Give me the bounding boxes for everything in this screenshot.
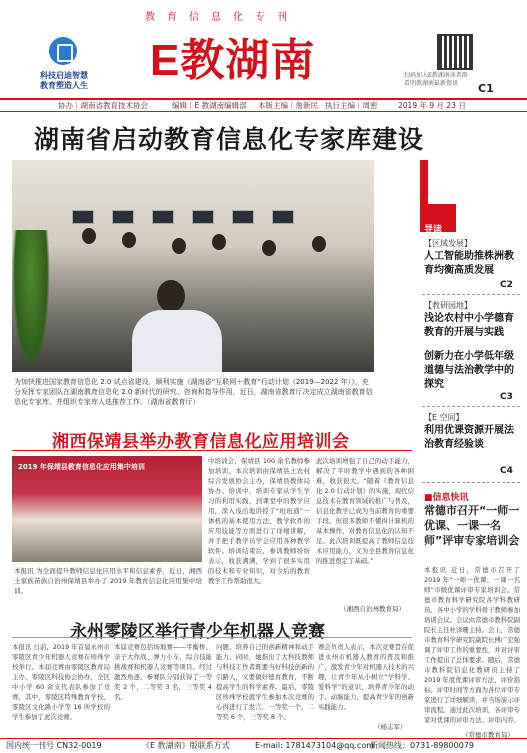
plant-icon: [12, 230, 50, 370]
tagline: 教育信息化专刊: [145, 12, 299, 23]
story2-col: 中培训会，保靖县 100 余名教师参加培训。本次培训由保靖县土农村综合发展协会主办，保靖县教体局协办。培训中，培训专家从学生学习的利用实践，到课堂中的教学应用，深入浅出地讲授了“班班通”一体机的基本使用方法、教学软件的应用技能等方面进行了详细讲解，并手把手教学员学会应用各种教学软件。培训结束后，参训教师纷纷表示，收获满满，学到了很多实用的技术和专业知识，对今后的教育教学工作帮助很大。: [208, 457, 310, 585]
footer-cn: 国内统一刊号 CN32-0019: [6, 741, 102, 750]
qr-note-line1: 扫码加入E教湖南读者群: [404, 72, 468, 79]
story3-credit: （杨志军）: [374, 723, 407, 731]
sidebar-tag: 【E 空间】: [424, 413, 464, 422]
publisher-logo-icon: [49, 37, 77, 65]
slogan-line1: 科技启迪智慧: [40, 71, 88, 80]
sidebar-page: C4: [500, 466, 513, 476]
lead-caption-credit: （湖南省教育厅）: [147, 398, 200, 406]
sidebar-tag: 【教研园地】: [424, 301, 472, 310]
story2-credit: （湘西自治州教育局）: [340, 605, 405, 613]
brief-credit: （常德市教育局）: [462, 731, 514, 739]
sidebar-page: C2: [500, 280, 513, 290]
story2-caption: 本报讯 为全面提升教师信息化应用水平和信息素养，近日，湘西土家族苗族自治州保靖县举办了 2019 年教育信息化应用集中培训。: [14, 567, 202, 595]
issue-date: 2019 年 9 月 23 日: [398, 101, 466, 110]
footer: [0, 738, 527, 753]
lead-photo-caption: 为加快推进国家教育信息化 2.0 试点省建设，顺利实施《湖南省“互联网＋教育”行动计划（2019—2022 年）》，充分发挥专家团队在湖南教育信息化 2.0 新时代的研究、咨询和指导作用，近日，湖南省教育厅决定成立湖南省教育信息化专家库，并组织专家库人选推荐工作。（湖南省教育厅）: [14, 378, 373, 406]
sidebar-link[interactable]: 创新力在小学低年级道德与法治教学中的探究: [424, 351, 514, 390]
masthead: [0, 0, 527, 98]
footer-hotline: 新闻热线：0731-89800079: [370, 741, 474, 750]
brief-section-head: ■信息快讯: [424, 493, 469, 503]
info-bar: [0, 98, 527, 112]
editor: 编辑｜E 教湖南编辑部: [172, 101, 247, 110]
qr-note-line2: 看明教湖南最新资讯: [404, 80, 459, 87]
story3-col: 本届竞赛包括场地赛——平衡桥、亲子大作战、弹力小车，综合技能挑战赛和机器人竞赛等项目。经过激烈角逐，参赛队分别获得了一等奖 2 个，二等奖 3 名，三等奖 4 名。: [114, 643, 212, 701]
sidebar-tag: 【区域发展】: [424, 239, 472, 248]
sidebar-link[interactable]: 浅论农村中小学德育教育的开展与实践: [424, 313, 514, 338]
story3-col: 问题，培养自己的创新精神和动手能力。同时，她指出了大科技教师与科技工作者既要当好科技创新的引路人，又要做好德育教育，不断提高学生的科学素养。最后，零陵区珍珠学校就学生参加本次竞赛的心得进行了发言，一等奖一个，二等奖 6 个，三等奖 8 个。: [216, 643, 314, 721]
guide-label: 导读: [424, 225, 443, 235]
story3-col: 本报讯 日前，2019 年首届永州市零陵区青少年机器人竞赛在珍珠学校举行。本届竞赛由零陵区教育局主办，零陵区科技协会协办，全区中小学 60 余支代表队参加了竞赛，其中，零陵区特殊教育学校、零陵区文化路小学等 16 所学校的学生参加了此次竞赛。: [12, 643, 110, 721]
chief-editor: 本版主编｜詹新民: [258, 101, 318, 110]
qr-code-icon: [437, 34, 473, 70]
footer-email: E-mail: 1781473104@qq.com: [255, 741, 375, 750]
story2-col: 此次培训增强了自己的动手能力，解决了平时教学中遇到的各种困难，收获很大。“随着《教育信息化 2.0 行动计划》的实施，现代信息技术在教育领域的推广与普及，信息化教学已成为当前教育的重要手段。但很多教师不懂得计算机的基本操作，对教育信息化的认知不足。此次培训既提高了教师信息技术应用能力，又为全县教育信息化的推进奠定了基础。”: [316, 457, 414, 565]
sidebar-link[interactable]: 人工智能助推株洲教育均衡高质发展: [424, 251, 514, 276]
foreground-person: [132, 310, 222, 372]
lead-photo: [12, 160, 374, 372]
sidebar-page: C3: [500, 392, 513, 402]
story2-photo-banner: 2019 年保靖县教育信息化应用集中培训: [18, 463, 145, 471]
slogan-line2: 教育塑造人生: [40, 81, 88, 90]
edition-number: C1: [478, 82, 494, 95]
organizer: 协办｜湖南省教育技术协会: [58, 101, 148, 110]
newspaper-title: E教湖南: [150, 36, 316, 85]
brief-title: 常德市召开“一师一优课、一课一名师”评审专家培训会: [424, 504, 520, 547]
story3-headline: 永州零陵区举行青少年机器人竞赛: [70, 622, 325, 641]
story2-headline: 湘西保靖县举办教育信息化应用培训会: [52, 432, 350, 451]
story3-col: 赛会负责人表示，本次竞赛旨在促进永州市机器人教育的普及和推广，激发青少年对机器人技术的兴趣，让青少年从小树立“学科学、爱科学”的意识，培养青少年的动手、动脑能力，提高青少年的创新实践能力。: [318, 643, 414, 711]
lead-headline: 湖南省启动教育信息化专家库建设: [34, 126, 425, 154]
exec-editor: 执行主编｜周密: [325, 101, 378, 110]
sidebar-link[interactable]: 利用优课资源开展法治教育经验谈: [424, 425, 514, 450]
footer-edition: 《E 教湖南》版联系方式: [142, 741, 230, 750]
brief-body: 本报讯 近日，常德市召开了 2019 年“一师一优课、一课一名师”市级优课评审专家培训会。常德市教育科学研究院各学科教研员、各中小学的学科骨干教师参加培训会议。会议由常德市教科院副院长主任杜泽珊主持。会上，常德市教育科学研究院副院长傅广宏强调了评审工作的重要性，并对评审工作提出了总体要求。随后，常德市教科院信息化教研员主持了 2019 年度优课评审方法、评价指标、评审时间等方面为各位评审专家进行了详细解读，并当场演示评审流程。通过此次培训，各评审专家对优课的评审方法、评审内容、: [424, 566, 520, 724]
